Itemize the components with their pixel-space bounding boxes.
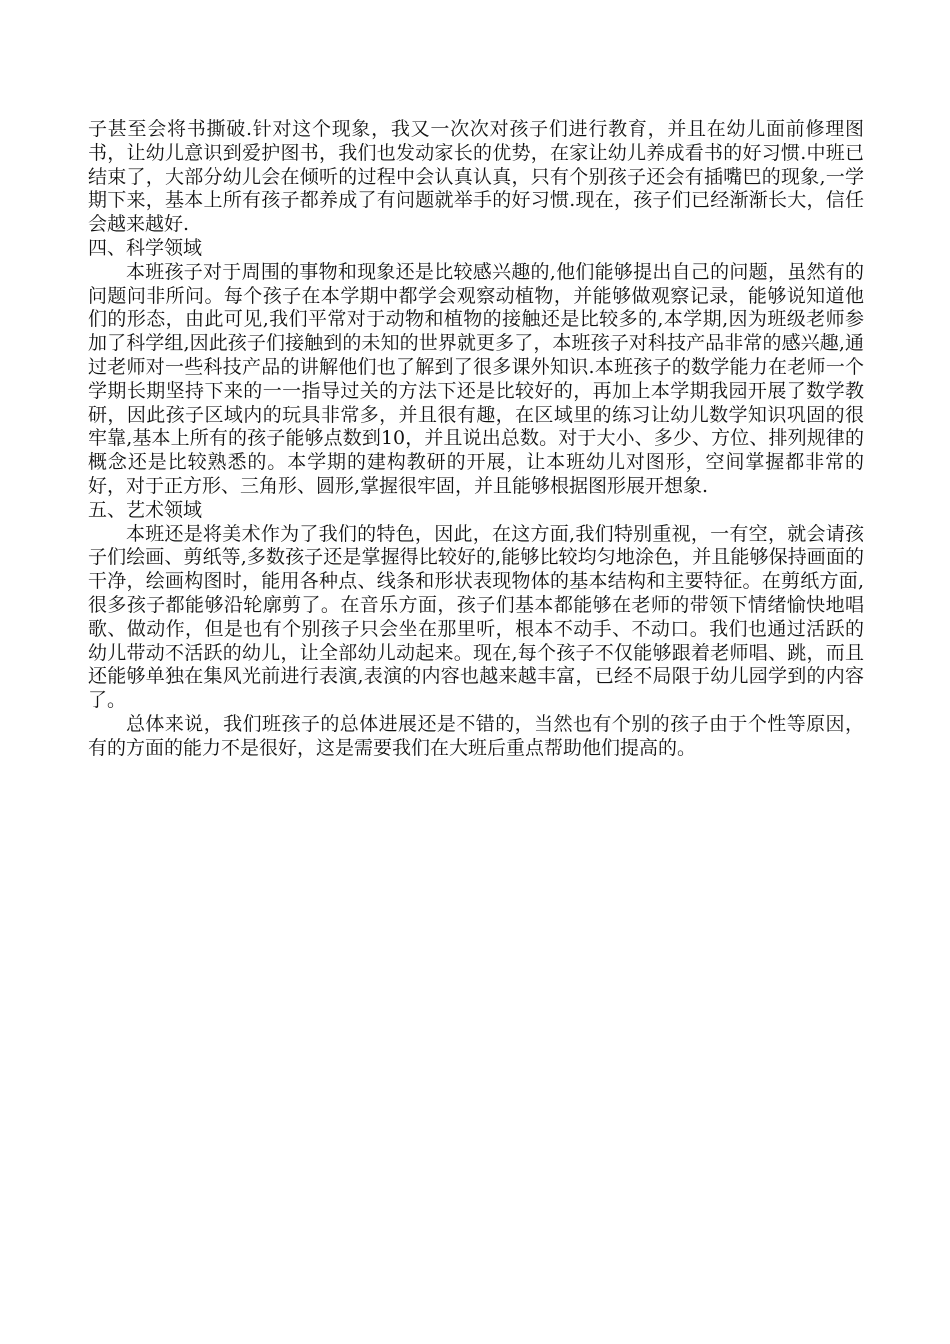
- summary-paragraph: 总体来说，我们班孩子的总体进展还是不错的，当然也有个别的孩子由于个性等原因，有的方面的能力不是很好，这是需要我们在大班后重点帮助他们提高的。: [88, 712, 864, 759]
- section-heading-science: 四、科学领域: [88, 236, 203, 259]
- section-heading-art: 五、艺术领域: [88, 498, 203, 521]
- document-page: [88, 118, 864, 761]
- science-paragraph: 本班孩子对于周围的事物和现象还是比较感兴趣的,他们能够提出自己的问题，虽然有的问题问非所问。每个孩子在本学期中都学会观察动植物，并能够做观察记录，能够说知道他们的形态，由此可见,我们平常对于动物和植物的接触还是比较多的,本学期,因为班级老师参加了科学组,因此孩子们接触到的未知的世界就更多了，本班孩子对科技产品非常的感兴趣,通过老师对一些科技产品的讲解他们也了解到了很多课外知识.本班孩子的数学能力在老师一个学期长期坚持下来的一一指导过关的方法下还是比较好的，再加上本学期我园开展了数学教研，因此孩子区域内的玩具非常多，并且很有趣，在区域里的练习让幼儿数学知识巩固的很牢靠,基本上所有的孩子能够点数到10，并且说出总数。对于大小、多少、方位、排列规律的概念还是比较熟悉的。本学期的建构教研的开展，让本班幼儿对图形，空间掌握都非常的好，对于正方形、三角形、圆形,掌握很牢固，并且能够根据图形展开想象.: [88, 260, 864, 497]
- continuation-paragraph: 子甚至会将书撕破.针对这个现象，我又一次次对孩子们进行教育，并且在幼儿面前修理图书，让幼儿意识到爱护图书，我们也发动家长的优势，在家让幼儿养成看书的好习惯.中班已结束了，大部分幼儿会在倾听的过程中会认真认真，只有个别孩子还会有插嘴巴的现象,一学期下来，基本上所有孩子都养成了有问题就举手的好习惯.现在，孩子们已经渐渐长大，信任会越来越好.: [88, 118, 864, 236]
- art-paragraph: 本班还是将美术作为了我们的特色，因此，在这方面,我们特别重视，一有空，就会请孩子们绘画、剪纸等,多数孩子还是掌握得比较好的,能够比较均匀地涂色，并且能够保持画面的干净，绘画构图时，能用各种点、线条和形状表现物体的基本结构和主要特征。在剪纸方面,很多孩子都能够沿轮廓剪了。在音乐方面，孩子们基本都能够在老师的带领下情绪愉快地唱歌、做动作，但是也有个别孩子只会坐在那里听，根本不动手、不动口。我们也通过活跃的幼儿带动不活跃的幼儿，让全部幼儿动起来。现在,每个孩子不仅能够跟着老师唱、跳，而且还能够单独在集风光前进行表演,表演的内容也越来越丰富，已经不局限于幼儿园学到的内容了。: [88, 522, 864, 712]
